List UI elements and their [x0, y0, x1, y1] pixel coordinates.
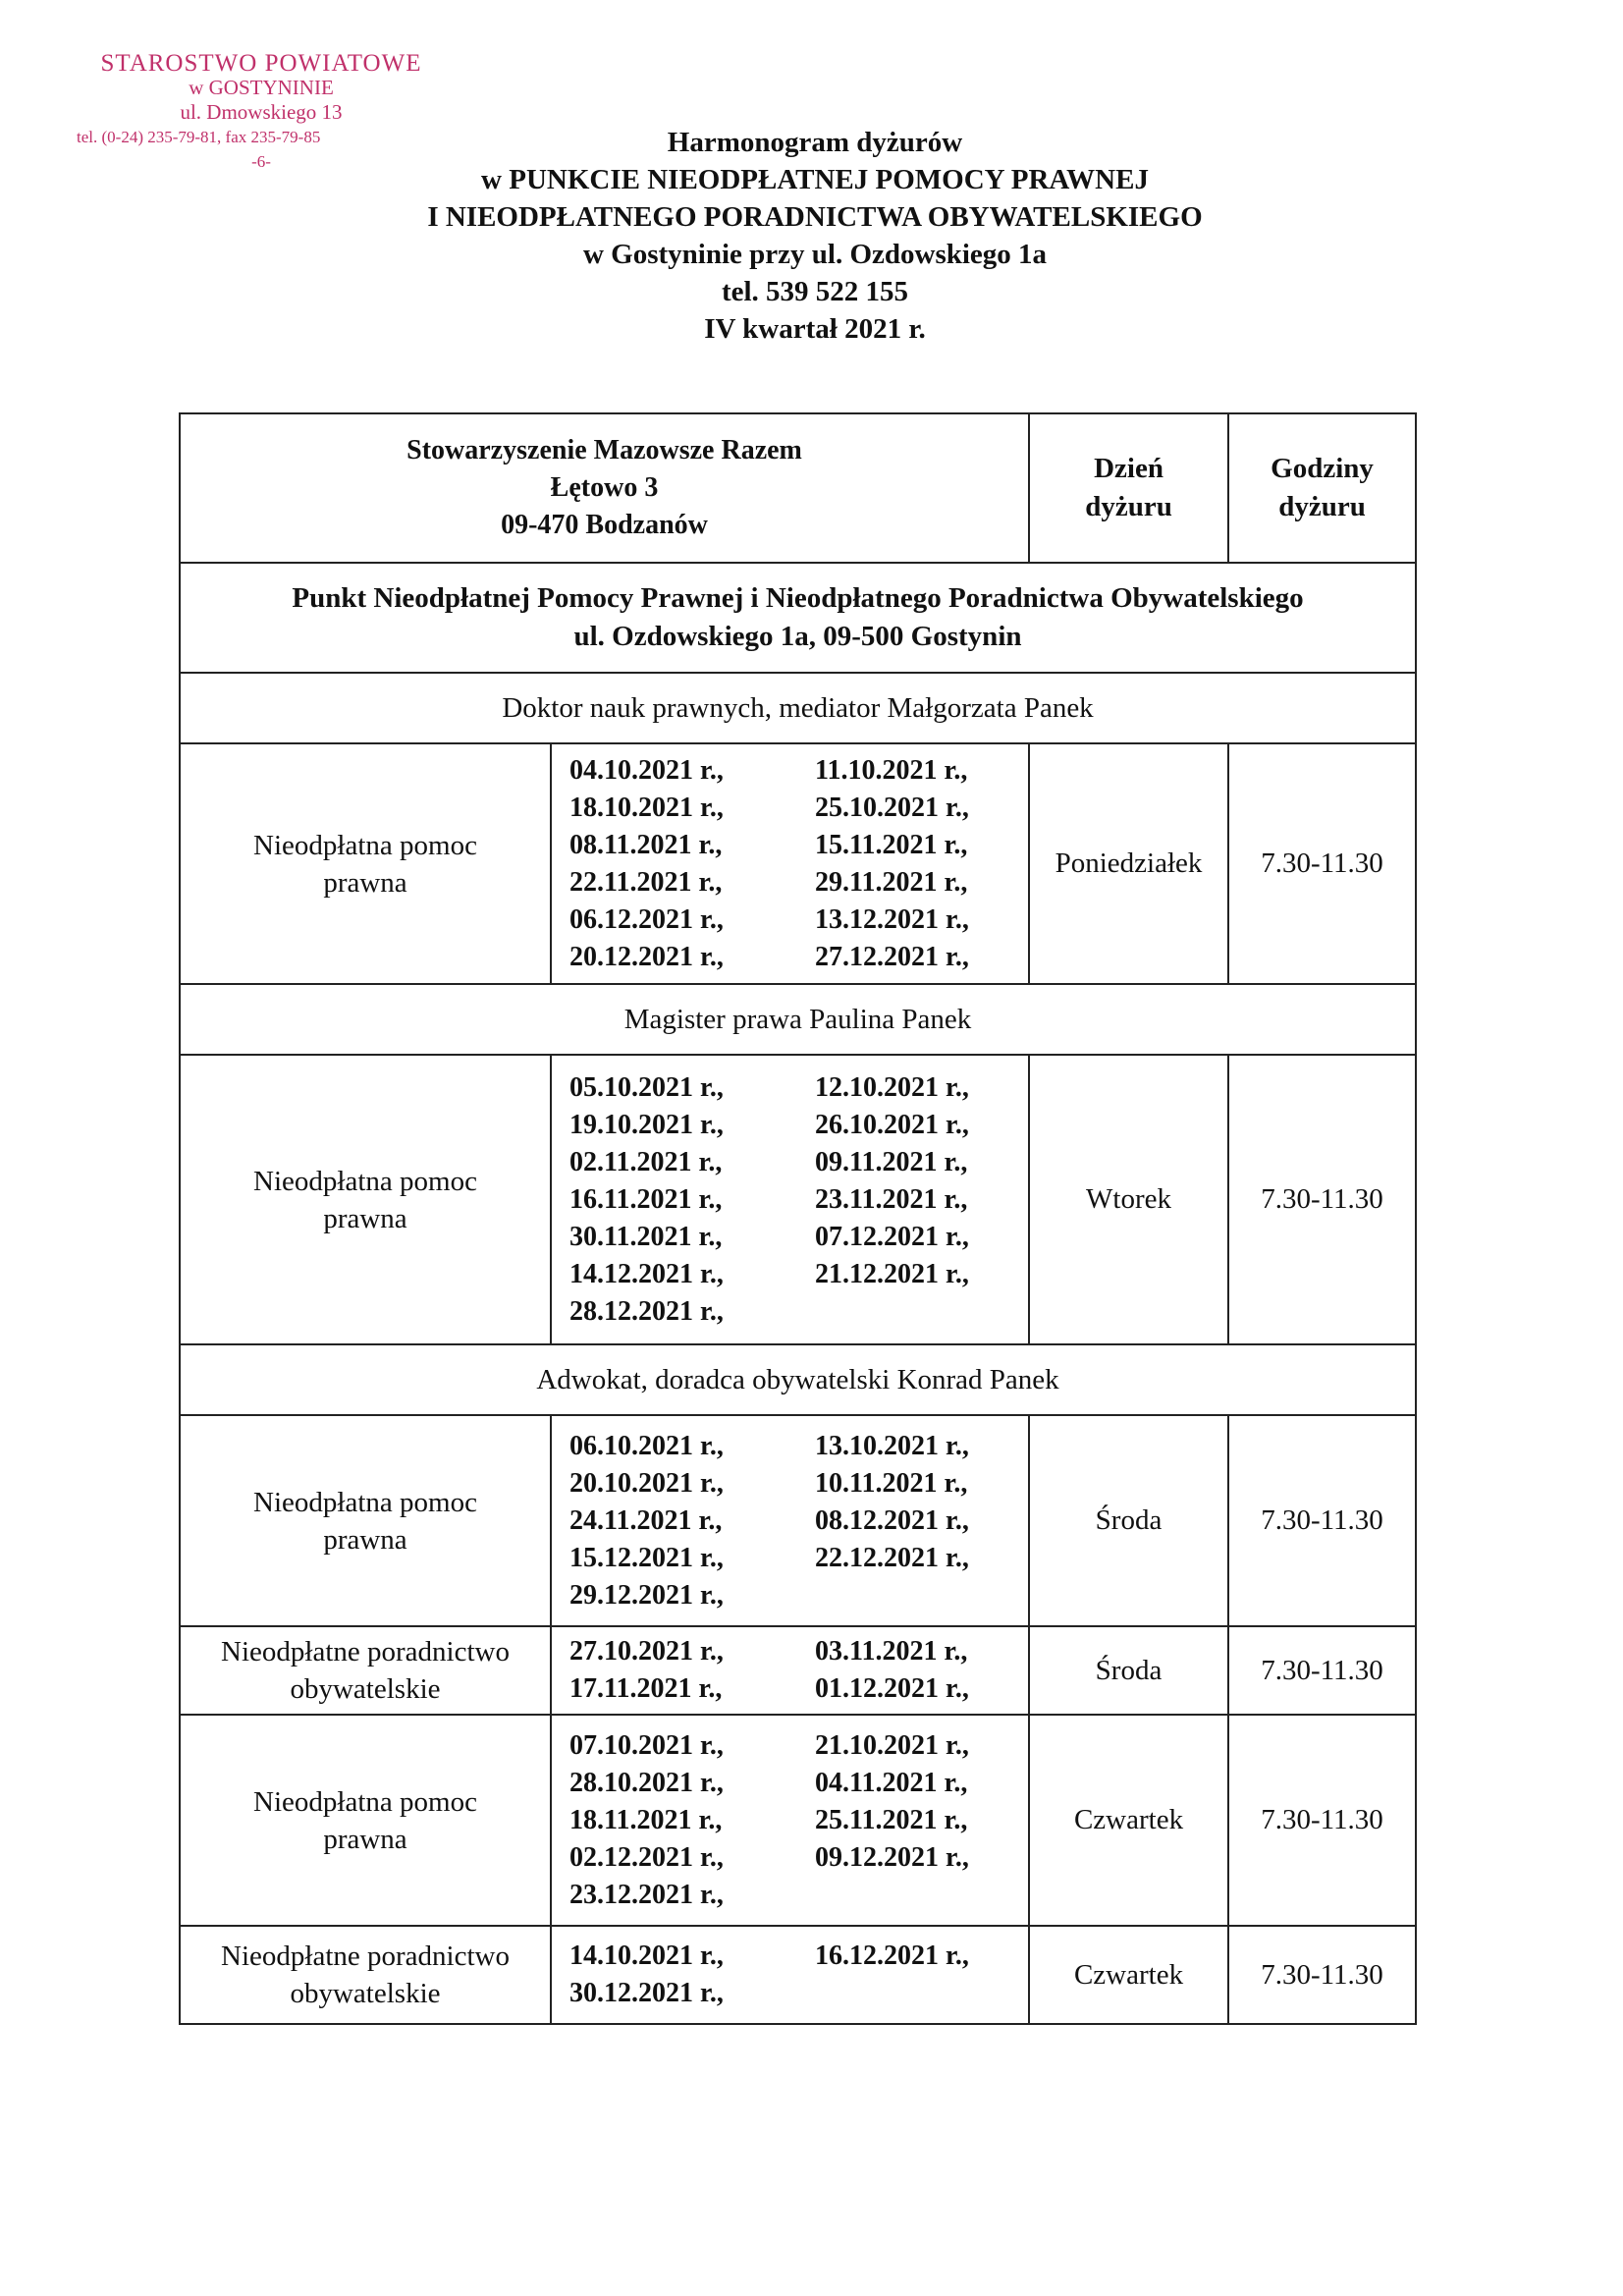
duty-date: 03.11.2021 r., — [815, 1636, 968, 1667]
duty-day: Czwartek — [1029, 1715, 1228, 1926]
duty-date: 30.12.2021 r., — [569, 1978, 724, 2008]
duty-date: 28.12.2021 r., — [569, 1295, 724, 1327]
duty-date: 22.12.2021 r., — [815, 1542, 969, 1573]
header-phone: tel. 539 522 155 — [721, 276, 909, 307]
document-title: Harmonogram dyżurów — [667, 127, 963, 158]
duty-date: 08.11.2021 r., — [569, 829, 723, 860]
table-row — [180, 1715, 1416, 1926]
duty-date: 02.12.2021 r., — [569, 1841, 724, 1873]
duty-day: Czwartek — [1029, 1926, 1228, 2024]
point-address: ul. Ozdowskiego 1a, 09-500 Gostynin — [573, 621, 1022, 652]
stamp-line: w GOSTYNINIE — [189, 76, 334, 99]
dates-cell — [551, 743, 1029, 984]
table-row — [180, 1055, 1416, 1344]
duty-date: 04.10.2021 r., — [569, 754, 724, 786]
advisor-row — [180, 673, 1416, 743]
service-type: prawna — [323, 866, 407, 899]
duty-date: 16.11.2021 r., — [569, 1183, 723, 1215]
organization-cell — [180, 413, 1029, 563]
duty-date: 15.12.2021 r., — [569, 1542, 724, 1573]
service-type: Nieodpłatna pomoc — [253, 1486, 477, 1518]
service-type: Nieodpłatna pomoc — [253, 829, 477, 861]
duty-date: 27.12.2021 r., — [815, 941, 969, 972]
dates-cell — [551, 1626, 1029, 1715]
duty-date: 16.12.2021 r., — [815, 1941, 969, 1971]
stamp-line: ul. Dmowskiego 13 — [180, 100, 343, 124]
duty-date: 28.10.2021 r., — [569, 1767, 724, 1798]
service-type-cell — [180, 1926, 551, 2024]
duty-hours: 7.30-11.30 — [1228, 743, 1416, 984]
duty-date: 24.11.2021 r., — [569, 1504, 723, 1536]
organization-postcode: 09-470 Bodzanów — [501, 510, 708, 540]
table-row — [180, 1926, 1416, 2024]
service-type: Nieodpłatne poradnictwo — [221, 1636, 510, 1667]
service-type: Nieodpłatna pomoc — [253, 1165, 477, 1197]
column-header-hours — [1228, 413, 1416, 563]
duty-day: Poniedziałek — [1029, 743, 1228, 984]
duty-date: 21.10.2021 r., — [815, 1729, 969, 1761]
duty-hours: 7.30-11.30 — [1228, 1415, 1416, 1626]
table-header-row — [180, 413, 1416, 563]
duty-date: 12.10.2021 r., — [815, 1071, 969, 1103]
duty-date: 05.10.2021 r., — [569, 1071, 724, 1103]
point-cell — [180, 563, 1416, 673]
service-type-cell — [180, 743, 551, 984]
duty-date: 13.10.2021 r., — [815, 1430, 969, 1461]
header-line: w PUNKCIE NIEODPŁATNEJ POMOCY PRAWNEJ — [481, 164, 1149, 195]
duty-date: 06.10.2021 r., — [569, 1430, 724, 1461]
service-type-cell — [180, 1055, 551, 1344]
table-row — [180, 743, 1416, 984]
service-type: prawna — [323, 1823, 407, 1855]
header-line: w Gostyninie przy ul. Ozdowskiego 1a — [582, 239, 1048, 270]
duty-date: 18.10.2021 r., — [569, 792, 724, 823]
duty-date: 29.11.2021 r., — [815, 866, 968, 898]
duty-date: 30.11.2021 r., — [569, 1221, 723, 1252]
duty-date: 19.10.2021 r., — [569, 1109, 724, 1140]
duty-date: 26.10.2021 r., — [815, 1109, 969, 1140]
stamp-line: tel. (0-24) 235-79-81, fax 235-79-85 — [77, 128, 321, 146]
advisor-name: Magister prawa Paulina Panek — [180, 984, 1416, 1055]
duty-hours: 7.30-11.30 — [1228, 1926, 1416, 2024]
stamp-line: STAROSTWO POWIATOWE — [100, 50, 422, 77]
service-type-cell — [180, 1715, 551, 1926]
service-type-cell — [180, 1415, 551, 1626]
duty-day: Środa — [1029, 1415, 1228, 1626]
table-row — [180, 1415, 1416, 1626]
service-type: prawna — [323, 1523, 407, 1556]
duty-date: 07.10.2021 r., — [569, 1729, 724, 1761]
duty-day: Środa — [1029, 1626, 1228, 1715]
service-type: Nieodpłatne poradnictwo — [221, 1941, 510, 1972]
duty-hours: 7.30-11.30 — [1228, 1055, 1416, 1344]
dates-cell — [551, 1715, 1029, 1926]
service-type-cell — [180, 1626, 551, 1715]
duty-date: 13.12.2021 r., — [815, 903, 969, 935]
point-name: Punkt Nieodpłatnej Pomocy Prawnej i Nieodpłatnego Poradnictwa Obywatelskiego — [292, 582, 1304, 614]
duty-hours: 7.30-11.30 — [1228, 1715, 1416, 1926]
duty-date: 23.12.2021 r., — [569, 1879, 724, 1910]
duty-date: 08.12.2021 r., — [815, 1504, 969, 1536]
header-quarter: IV kwartał 2021 r. — [704, 313, 926, 345]
duty-date: 18.11.2021 r., — [569, 1804, 723, 1835]
duty-date: 17.11.2021 r., — [569, 1673, 723, 1704]
duty-date: 14.10.2021 r., — [569, 1941, 724, 1971]
duty-date: 15.11.2021 r., — [815, 829, 968, 860]
column-header-day — [1029, 413, 1228, 563]
dates-cell — [551, 1055, 1029, 1344]
advisor-name: Doktor nauk prawnych, mediator Małgorzata Panek — [180, 673, 1416, 743]
table-row — [180, 1626, 1416, 1715]
organization-address: Łętowo 3 — [550, 472, 659, 503]
dates-cell — [551, 1415, 1029, 1626]
duty-date — [815, 1293, 1031, 1331]
duty-date — [815, 1877, 1031, 1914]
duty-day: Wtorek — [1029, 1055, 1228, 1344]
duty-date: 07.12.2021 r., — [815, 1221, 969, 1252]
duty-date: 29.12.2021 r., — [569, 1579, 724, 1611]
document-header — [295, 124, 1335, 348]
duty-date: 06.12.2021 r., — [569, 903, 724, 935]
duty-date: 22.11.2021 r., — [569, 866, 723, 898]
duty-date: 09.11.2021 r., — [815, 1146, 968, 1177]
stamp-line: -6- — [251, 152, 271, 171]
duty-date: 20.10.2021 r., — [569, 1467, 724, 1499]
duty-date: 20.12.2021 r., — [569, 941, 724, 972]
duty-date: 01.12.2021 r., — [815, 1673, 969, 1704]
schedule-table — [179, 412, 1417, 2025]
duty-date: 21.12.2021 r., — [815, 1258, 969, 1289]
dates-cell — [551, 1926, 1029, 2024]
service-type: obywatelskie — [290, 1673, 441, 1705]
service-type: obywatelskie — [290, 1978, 441, 2009]
column-header-text: dyżuru — [1085, 491, 1172, 522]
advisor-row — [180, 984, 1416, 1055]
duty-date: 23.11.2021 r., — [815, 1183, 968, 1215]
duty-hours: 7.30-11.30 — [1228, 1626, 1416, 1715]
duty-date: 04.11.2021 r., — [815, 1767, 968, 1798]
duty-date — [815, 1975, 1031, 2012]
organization-name: Stowarzyszenie Mazowsze Razem — [406, 435, 802, 465]
duty-date: 09.12.2021 r., — [815, 1841, 969, 1873]
column-header-text: Godziny — [1271, 453, 1374, 484]
duty-date: 10.11.2021 r., — [815, 1467, 968, 1499]
duty-date: 27.10.2021 r., — [569, 1636, 724, 1667]
point-row — [180, 563, 1416, 673]
service-type: Nieodpłatna pomoc — [253, 1785, 477, 1818]
duty-date: 02.11.2021 r., — [569, 1146, 723, 1177]
service-type: prawna — [323, 1202, 407, 1234]
header-line: I NIEODPŁATNEGO PORADNICTWA OBYWATELSKIEGO — [427, 201, 1203, 233]
duty-date: 14.12.2021 r., — [569, 1258, 724, 1289]
advisor-row — [180, 1344, 1416, 1415]
duty-date — [815, 1577, 1031, 1614]
column-header-text: dyżuru — [1278, 491, 1366, 522]
column-header-text: Dzień — [1094, 453, 1163, 484]
advisor-name: Adwokat, doradca obywatelski Konrad Panek — [180, 1344, 1416, 1415]
duty-date: 11.10.2021 r., — [815, 754, 968, 786]
duty-date: 25.11.2021 r., — [815, 1804, 968, 1835]
duty-date: 25.10.2021 r., — [815, 792, 969, 823]
